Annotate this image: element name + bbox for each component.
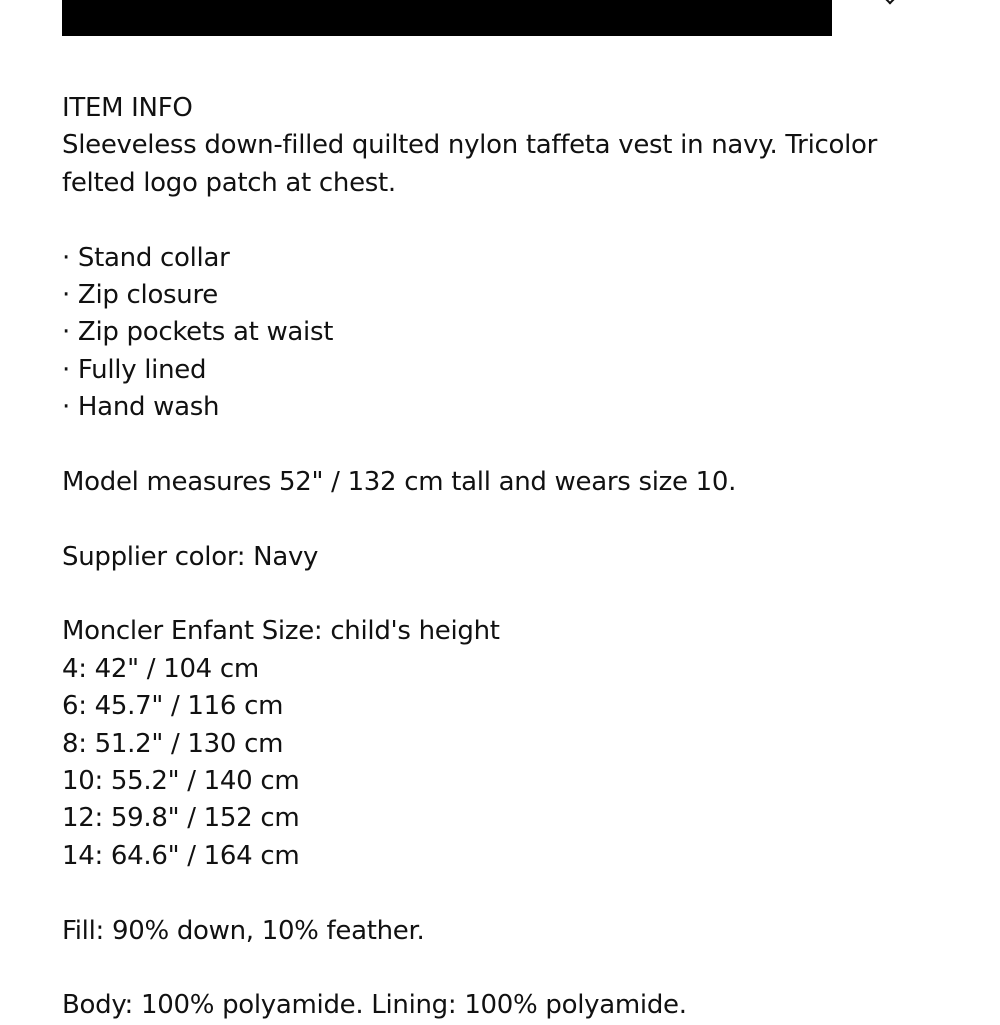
feature-hand-wash: · Hand wash [62,392,220,423]
description-line-2: felted logo patch at chest. [62,167,396,198]
description-line-1: Sleeveless down-filled quilted nylon taffeta vest in navy. Tricolor [62,130,878,161]
size-row: 14: 64.6" / 164 cm [62,840,300,871]
fill-info: Fill: 90% down, 10% feather. [62,915,425,946]
chevron-down-icon[interactable] [882,0,899,4]
feature-zip-pockets: · Zip pockets at waist [62,317,334,348]
size-row: 6: 45.7" / 116 cm [62,691,284,722]
size-row: 12: 59.8" / 152 cm [62,803,300,834]
supplier-color: Supplier color: Navy [62,541,319,572]
section-title: ITEM INFO [62,93,193,123]
body-info: Body: 100% polyamide. Lining: 100% polyamide. [62,990,687,1021]
size-row: 8: 51.2" / 130 cm [62,728,284,759]
product-image-bottom-edge [62,0,832,36]
feature-zip-closure: · Zip closure [62,279,218,310]
size-row: 10: 55.2" / 140 cm [62,766,300,797]
size-row: 4: 42" / 104 cm [62,653,259,684]
size-guide-heading: Moncler Enfant Size: child's height [62,616,500,647]
feature-fully-lined: · Fully lined [62,354,207,385]
model-info: Model measures 52" / 132 cm tall and wears size 10. [62,466,737,497]
item-info-panel [62,90,962,1025]
feature-stand-collar: · Stand collar [62,242,230,273]
